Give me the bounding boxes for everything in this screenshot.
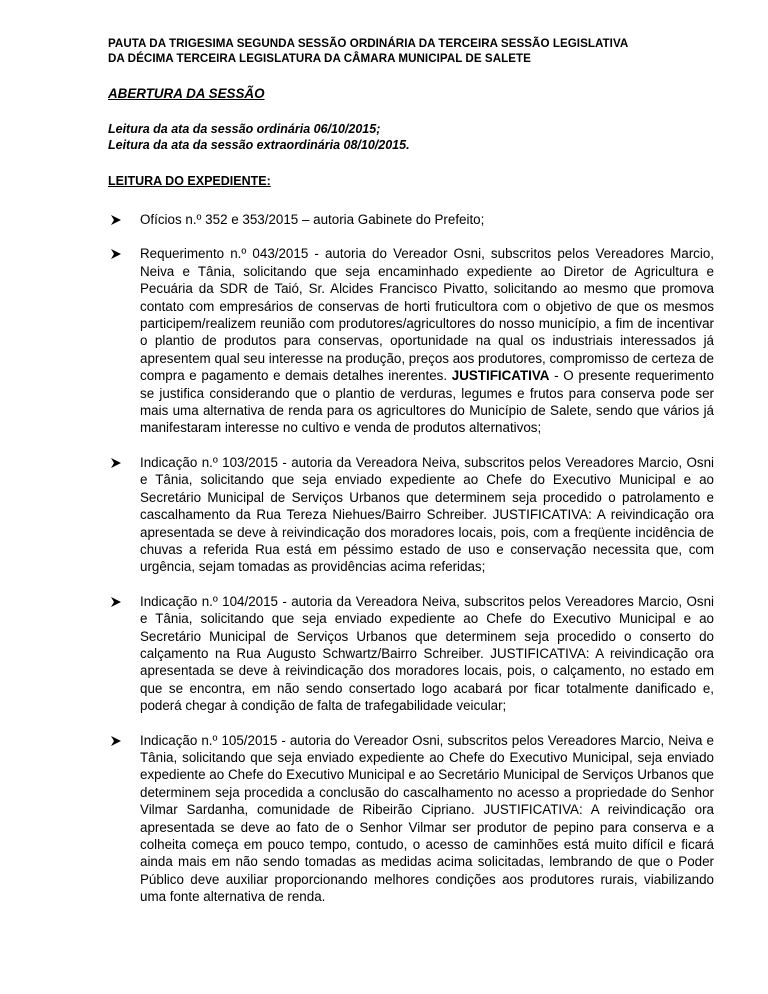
expediente-list (108, 211, 714, 906)
list-item-requerimento-043 (108, 245, 714, 436)
expediente-heading: LEITURA DO EXPEDIENTE: (108, 174, 271, 188)
arrowhead-bullet-icon (110, 214, 122, 226)
document-page (108, 36, 714, 923)
arrowhead-bullet-icon (110, 735, 122, 747)
ata-list (108, 121, 714, 153)
abertura-heading: ABERTURA DA SESSÃO (108, 86, 265, 101)
ata-line-ordinaria: Leitura da ata da sessão ordinária 06/10/2015; (108, 122, 381, 136)
list-item-indicacao-103 (108, 454, 714, 576)
list-item-text: Indicação n.º 105/2015 - autoria do Vereador Osni, subscritos pelos Vereadores Marcio, Neiva e Tânia, solicitando que seja enviado expediente ao Chefe do Executivo Municipal, seja enviado expediente ao Chefe do Executivo Municipal e ao Secretário Municipal de Serviços Urbanos que determinem seja procedida a conclusão do cascalhamento no acesso a propriedade do Senhor Vilmar Sardanha, comunidade de Ribeirão Cipriano. JUSTIFICATIVA: A reivindicação ora apresentada se deve ao fato de o Senhor Vilmar ser produtor de pepino para conserva e a colheita começa em pouco tempo, contudo, o acesso de caminhões está muito difícil e ficará ainda mais em não sendo tomadas as medidas acima solicitadas, lembrando de que o Poder Público deve auxiliar proporcionando melhores condições aos produtores rurais, viabilizando uma fonte alternativa de renda. (140, 732, 714, 905)
ata-line-extraordinaria: Leitura da ata da sessão extraordinária 08/10/2015. (108, 138, 410, 152)
list-item-text: Indicação n.º 104/2015 - autoria da Vereadora Neiva, subscritos pelos Vereadores Marcio, Osni e Tânia, solicitando que seja enviado expediente ao Chefe do Executivo Municipal e ao Secretário Municipal de Serviços Urbanos que determinem seja procedido o conserto do calçamento na Rua Augusto Schwartz/Bairro Schreiber. JUSTIFICATIVA: A reivindicação ora apresentada se deve à reivindicação dos moradores locais, pois, o calçamento, no estado em que se encontra, em não sendo consertado logo acabará por ficar totalmente danificado e, poderá chegar à condição de falta de trafegabilidade veicular; (140, 593, 714, 714)
document-title (108, 36, 714, 66)
arrowhead-bullet-icon (110, 596, 122, 608)
document-title-line-2: DA DÉCIMA TERCEIRA LEGISLATURA DA CÂMARA MUNICIPAL DE SALETE (108, 52, 531, 65)
list-item-text: Indicação n.º 103/2015 - autoria da Vereadora Neiva, subscritos pelos Vereadores Marcio, Osni e Tânia, solicitando que seja enviado expediente ao Chefe do Executivo Municipal e ao Secretário Municipal de Serviços Urbanos que determinem seja procedido o patrolamento e cascalhamento da Rua Tereza Niehues/Bairro Schreiber. JUSTIFICATIVA: A reivindicação ora apresentada se deve à reivindicação dos moradores locais, pois, com a freqüente incidência de chuvas a referida Rua está em péssimo estado de uso e conservação necessita que, com urgência, sejam tomadas as providências acima referidas; (140, 454, 714, 575)
list-item-indicacao-104 (108, 593, 714, 715)
list-item-text: Requerimento n.º 043/2015 - autoria do Vereador Osni, subscritos pelos Vereadores Marcio, Neiva e Tânia, solicitando que seja encaminhado expediente ao Diretor de Agricultura e Pecuária da SDR de Taió, Sr. Alcides Francisco Pivatto, solicitando ao mesmo que promova contato com empresários de conservas de horti fruticultora com o objetivo de que os mesmos participem/realizem reunião com produtores/agricultores do nosso município, a fim de incentivar o plantio de produtos para conservas, oportunidade na qual os industriais interessados já apresentem qual seu interesse na produção, preços aos produtores, compromisso de certeza de compra e pagamento e demais detalhes inerentes. (140, 246, 714, 384)
list-item-oficios (108, 211, 714, 228)
arrowhead-bullet-icon (110, 248, 122, 260)
list-item-text: Ofícios n.º 352 e 353/2015 – autoria Gabinete do Prefeito; (140, 212, 485, 227)
list-item-indicacao-105 (108, 732, 714, 906)
document-title-line-1: PAUTA DA TRIGESIMA SEGUNDA SESSÃO ORDINÁRIA DA TERCEIRA SESSÃO LEGISLATIVA (108, 37, 629, 50)
justificativa-label: JUSTIFICATIVA (451, 368, 550, 384)
list-item-text-continued: - O presente requerimento se justifica considerando que o plantio de verduras, legumes e frutos para conserva pode ser mais uma alternativa de renda para os agricultores do Município de Salete, sendo que vários já manifestaram interesse no cultivo e venda de produtos alternativos; (140, 368, 714, 436)
arrowhead-bullet-icon (110, 457, 122, 469)
